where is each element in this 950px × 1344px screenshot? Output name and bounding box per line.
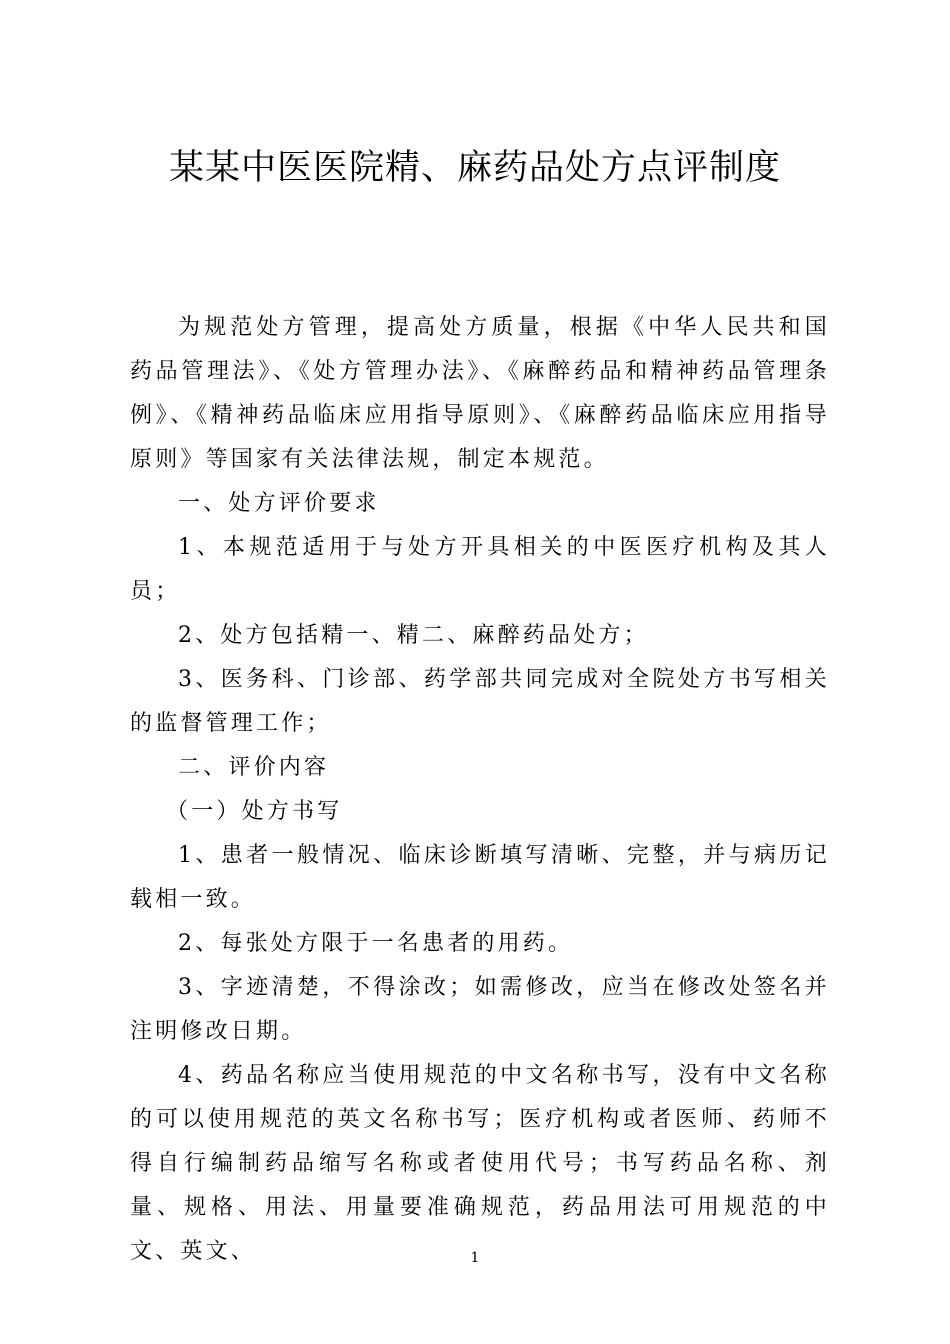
section-heading-evaluation-requirements: 一、处方评价要求 (178, 491, 380, 516)
requirement-item-1: 1、本规范适用于与处方开具相关的中医医疗机构及其人员； (130, 535, 830, 604)
section-heading-evaluation-content: 二、评价内容 (178, 755, 330, 780)
writing-rule-1: 1、患者一般情况、临床诊断填写清晰、完整，并与病历记载相一致。 (130, 843, 830, 912)
requirement-item-3: 3、医务科、门诊部、药学部共同完成对全院处方书写相关的监督管理工作； (130, 667, 830, 736)
document-title: 某某中医医院精、麻药品处方点评制度 (168, 148, 781, 188)
subsection-heading-prescription-writing: （一）处方书写 (166, 799, 343, 824)
writing-rule-4: 4、药品名称应当使用规范的中文名称书写，没有中文名称的可以使用规范的英文名称书写；医疗机构或者医师、药师不得自行编制药品缩写名称或者使用代号；书写药品名称、剂量、规格、用法、用量要准确规范，药品用法可用规范的中文、英文、 (130, 1063, 830, 1264)
writing-rule-2: 2、每张处方限于一名患者的用药。 (178, 931, 574, 956)
intro-paragraph: 为规范处方管理，提高处方质量，根据《中华人民共和国药品管理法》、《处方管理办法》、《麻醉药品和精神药品管理条例》、《精神药品临床应用指导原则》、《麻醉药品临床应用指导原则》等国家有关法律法规，制定本规范。 (130, 315, 830, 472)
document-body (130, 306, 830, 1274)
page-number: 1 (470, 1250, 480, 1266)
writing-rule-3: 3、字迹清楚，不得涂改；如需修改，应当在修改处签名并注明修改日期。 (130, 975, 830, 1044)
requirement-item-2: 2、处方包括精一、精二、麻醉药品处方； (178, 623, 649, 648)
